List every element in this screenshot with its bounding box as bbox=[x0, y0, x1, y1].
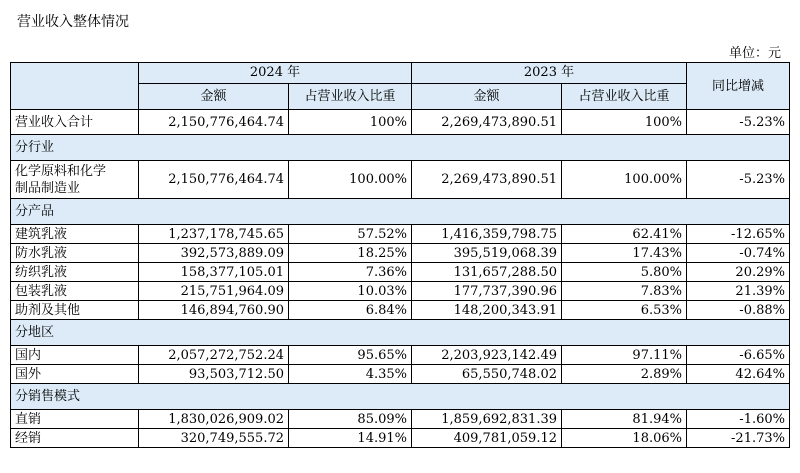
share-2023-cell: 6.53% bbox=[562, 301, 687, 320]
amount-2024-cell: 158,377,105.01 bbox=[139, 263, 289, 282]
amount-2023-cell: 2,269,473,890.51 bbox=[412, 161, 562, 199]
amount-2024-cell: 2,150,776,464.74 bbox=[139, 161, 289, 199]
share-2024-cell: 7.36% bbox=[289, 263, 412, 282]
section-row bbox=[11, 384, 790, 410]
share-2023-cell: 97.11% bbox=[562, 346, 687, 365]
table-row bbox=[11, 429, 790, 448]
amount-2023-cell: 395,519,068.39 bbox=[412, 244, 562, 263]
header-yoy: 同比增减 bbox=[687, 63, 790, 110]
amount-2024-cell: 1,237,178,745.65 bbox=[139, 225, 289, 244]
yoy-cell: -12.65% bbox=[687, 225, 790, 244]
amount-2024-cell: 93,503,712.50 bbox=[139, 365, 289, 384]
amount-2023-cell: 177,737,390.96 bbox=[412, 282, 562, 301]
share-2023-cell: 100.00% bbox=[562, 161, 687, 199]
header-amount-2023: 金额 bbox=[412, 83, 562, 109]
header-share-2024: 占营业收入比重 bbox=[289, 83, 412, 109]
row-label: 国内 bbox=[11, 346, 139, 365]
amount-2023-cell: 65,550,748.02 bbox=[412, 365, 562, 384]
yoy-cell: -21.73% bbox=[687, 429, 790, 448]
row-label bbox=[11, 161, 139, 199]
row-label: 防水乳液 bbox=[11, 244, 139, 263]
amount-2023-cell: 1,416,359,798.75 bbox=[412, 225, 562, 244]
amount-2024-cell: 2,150,776,464.74 bbox=[139, 110, 289, 135]
amount-2023-cell: 2,203,923,142.49 bbox=[412, 346, 562, 365]
yoy-cell: -6.65% bbox=[687, 346, 790, 365]
unit-label: 单位：元 bbox=[728, 46, 781, 61]
table-row bbox=[11, 263, 790, 282]
yoy-cell: -0.88% bbox=[687, 301, 790, 320]
row-label: 经销 bbox=[11, 429, 139, 448]
section-title: 分销售模式 bbox=[11, 384, 790, 410]
share-2024-cell: 57.52% bbox=[289, 225, 412, 244]
amount-2023-cell: 1,859,692,831.39 bbox=[412, 410, 562, 429]
row-label-line: 制品制造业 bbox=[15, 180, 81, 196]
amount-2024-cell: 320,749,555.72 bbox=[139, 429, 289, 448]
row-label: 营业收入合计 bbox=[11, 110, 139, 135]
amount-2024-cell: 146,894,760.90 bbox=[139, 301, 289, 320]
yoy-cell: 42.64% bbox=[687, 365, 790, 384]
share-2024-cell: 4.35% bbox=[289, 365, 412, 384]
share-2024-cell: 14.91% bbox=[289, 429, 412, 448]
section-title: 分产品 bbox=[11, 199, 790, 225]
revenue-table bbox=[10, 62, 790, 448]
share-2024-cell: 85.09% bbox=[289, 410, 412, 429]
share-2023-cell: 81.94% bbox=[562, 410, 687, 429]
document-title: 营业收入整体情况 bbox=[17, 14, 129, 30]
header-year-2023: 2023 年 bbox=[412, 63, 687, 84]
share-2023-cell: 100% bbox=[562, 110, 687, 135]
section-title: 分行业 bbox=[11, 135, 790, 161]
row-label: 包装乳液 bbox=[11, 282, 139, 301]
row-label: 国外 bbox=[11, 365, 139, 384]
row-label: 纺织乳液 bbox=[11, 263, 139, 282]
amount-2024-cell: 392,573,889.09 bbox=[139, 244, 289, 263]
share-2024-cell: 100.00% bbox=[289, 161, 412, 199]
share-2023-cell: 5.80% bbox=[562, 263, 687, 282]
amount-2024-cell: 2,057,272,752.24 bbox=[139, 346, 289, 365]
share-2024-cell: 95.65% bbox=[289, 346, 412, 365]
amount-2023-cell: 148,200,343.91 bbox=[412, 301, 562, 320]
section-row bbox=[11, 199, 790, 225]
row-label: 助剂及其他 bbox=[11, 301, 139, 320]
share-2024-cell: 100% bbox=[289, 110, 412, 135]
share-2023-cell: 18.06% bbox=[562, 429, 687, 448]
section-row bbox=[11, 320, 790, 346]
share-2023-cell: 2.89% bbox=[562, 365, 687, 384]
share-2023-cell: 62.41% bbox=[562, 225, 687, 244]
section-title: 分地区 bbox=[11, 320, 790, 346]
table-header bbox=[11, 63, 790, 110]
table-row bbox=[11, 282, 790, 301]
table-row bbox=[11, 244, 790, 263]
header-blank-cell bbox=[11, 63, 139, 110]
amount-2023-cell: 2,269,473,890.51 bbox=[412, 110, 562, 135]
yoy-cell: -1.60% bbox=[687, 410, 790, 429]
table-row bbox=[11, 301, 790, 320]
amount-2024-cell: 1,830,026,909.02 bbox=[139, 410, 289, 429]
yoy-cell: 21.39% bbox=[687, 282, 790, 301]
yoy-cell: -5.23% bbox=[687, 161, 790, 199]
table-body bbox=[11, 110, 790, 448]
yoy-cell: -0.74% bbox=[687, 244, 790, 263]
share-2024-cell: 6.84% bbox=[289, 301, 412, 320]
row-label: 建筑乳液 bbox=[11, 225, 139, 244]
share-2023-cell: 7.83% bbox=[562, 282, 687, 301]
table-row bbox=[11, 410, 790, 429]
table-row-total bbox=[11, 110, 790, 135]
table-row bbox=[11, 346, 790, 365]
table-row bbox=[11, 225, 790, 244]
share-2024-cell: 18.25% bbox=[289, 244, 412, 263]
amount-2023-cell: 409,781,059.12 bbox=[412, 429, 562, 448]
table-row bbox=[11, 365, 790, 384]
amount-2024-cell: 215,751,964.09 bbox=[139, 282, 289, 301]
header-year-2024: 2024 年 bbox=[139, 63, 412, 84]
amount-2023-cell: 131,657,288.50 bbox=[412, 263, 562, 282]
row-label-line: 化学原料和化学 bbox=[15, 163, 107, 179]
yoy-cell: -5.23% bbox=[687, 110, 790, 135]
row-label: 直销 bbox=[11, 410, 139, 429]
section-row bbox=[11, 135, 790, 161]
header-amount-2024: 金额 bbox=[139, 83, 289, 109]
yoy-cell: 20.29% bbox=[687, 263, 790, 282]
share-2024-cell: 10.03% bbox=[289, 282, 412, 301]
table-row bbox=[11, 161, 790, 199]
header-share-2023: 占营业收入比重 bbox=[562, 83, 687, 109]
share-2023-cell: 17.43% bbox=[562, 244, 687, 263]
